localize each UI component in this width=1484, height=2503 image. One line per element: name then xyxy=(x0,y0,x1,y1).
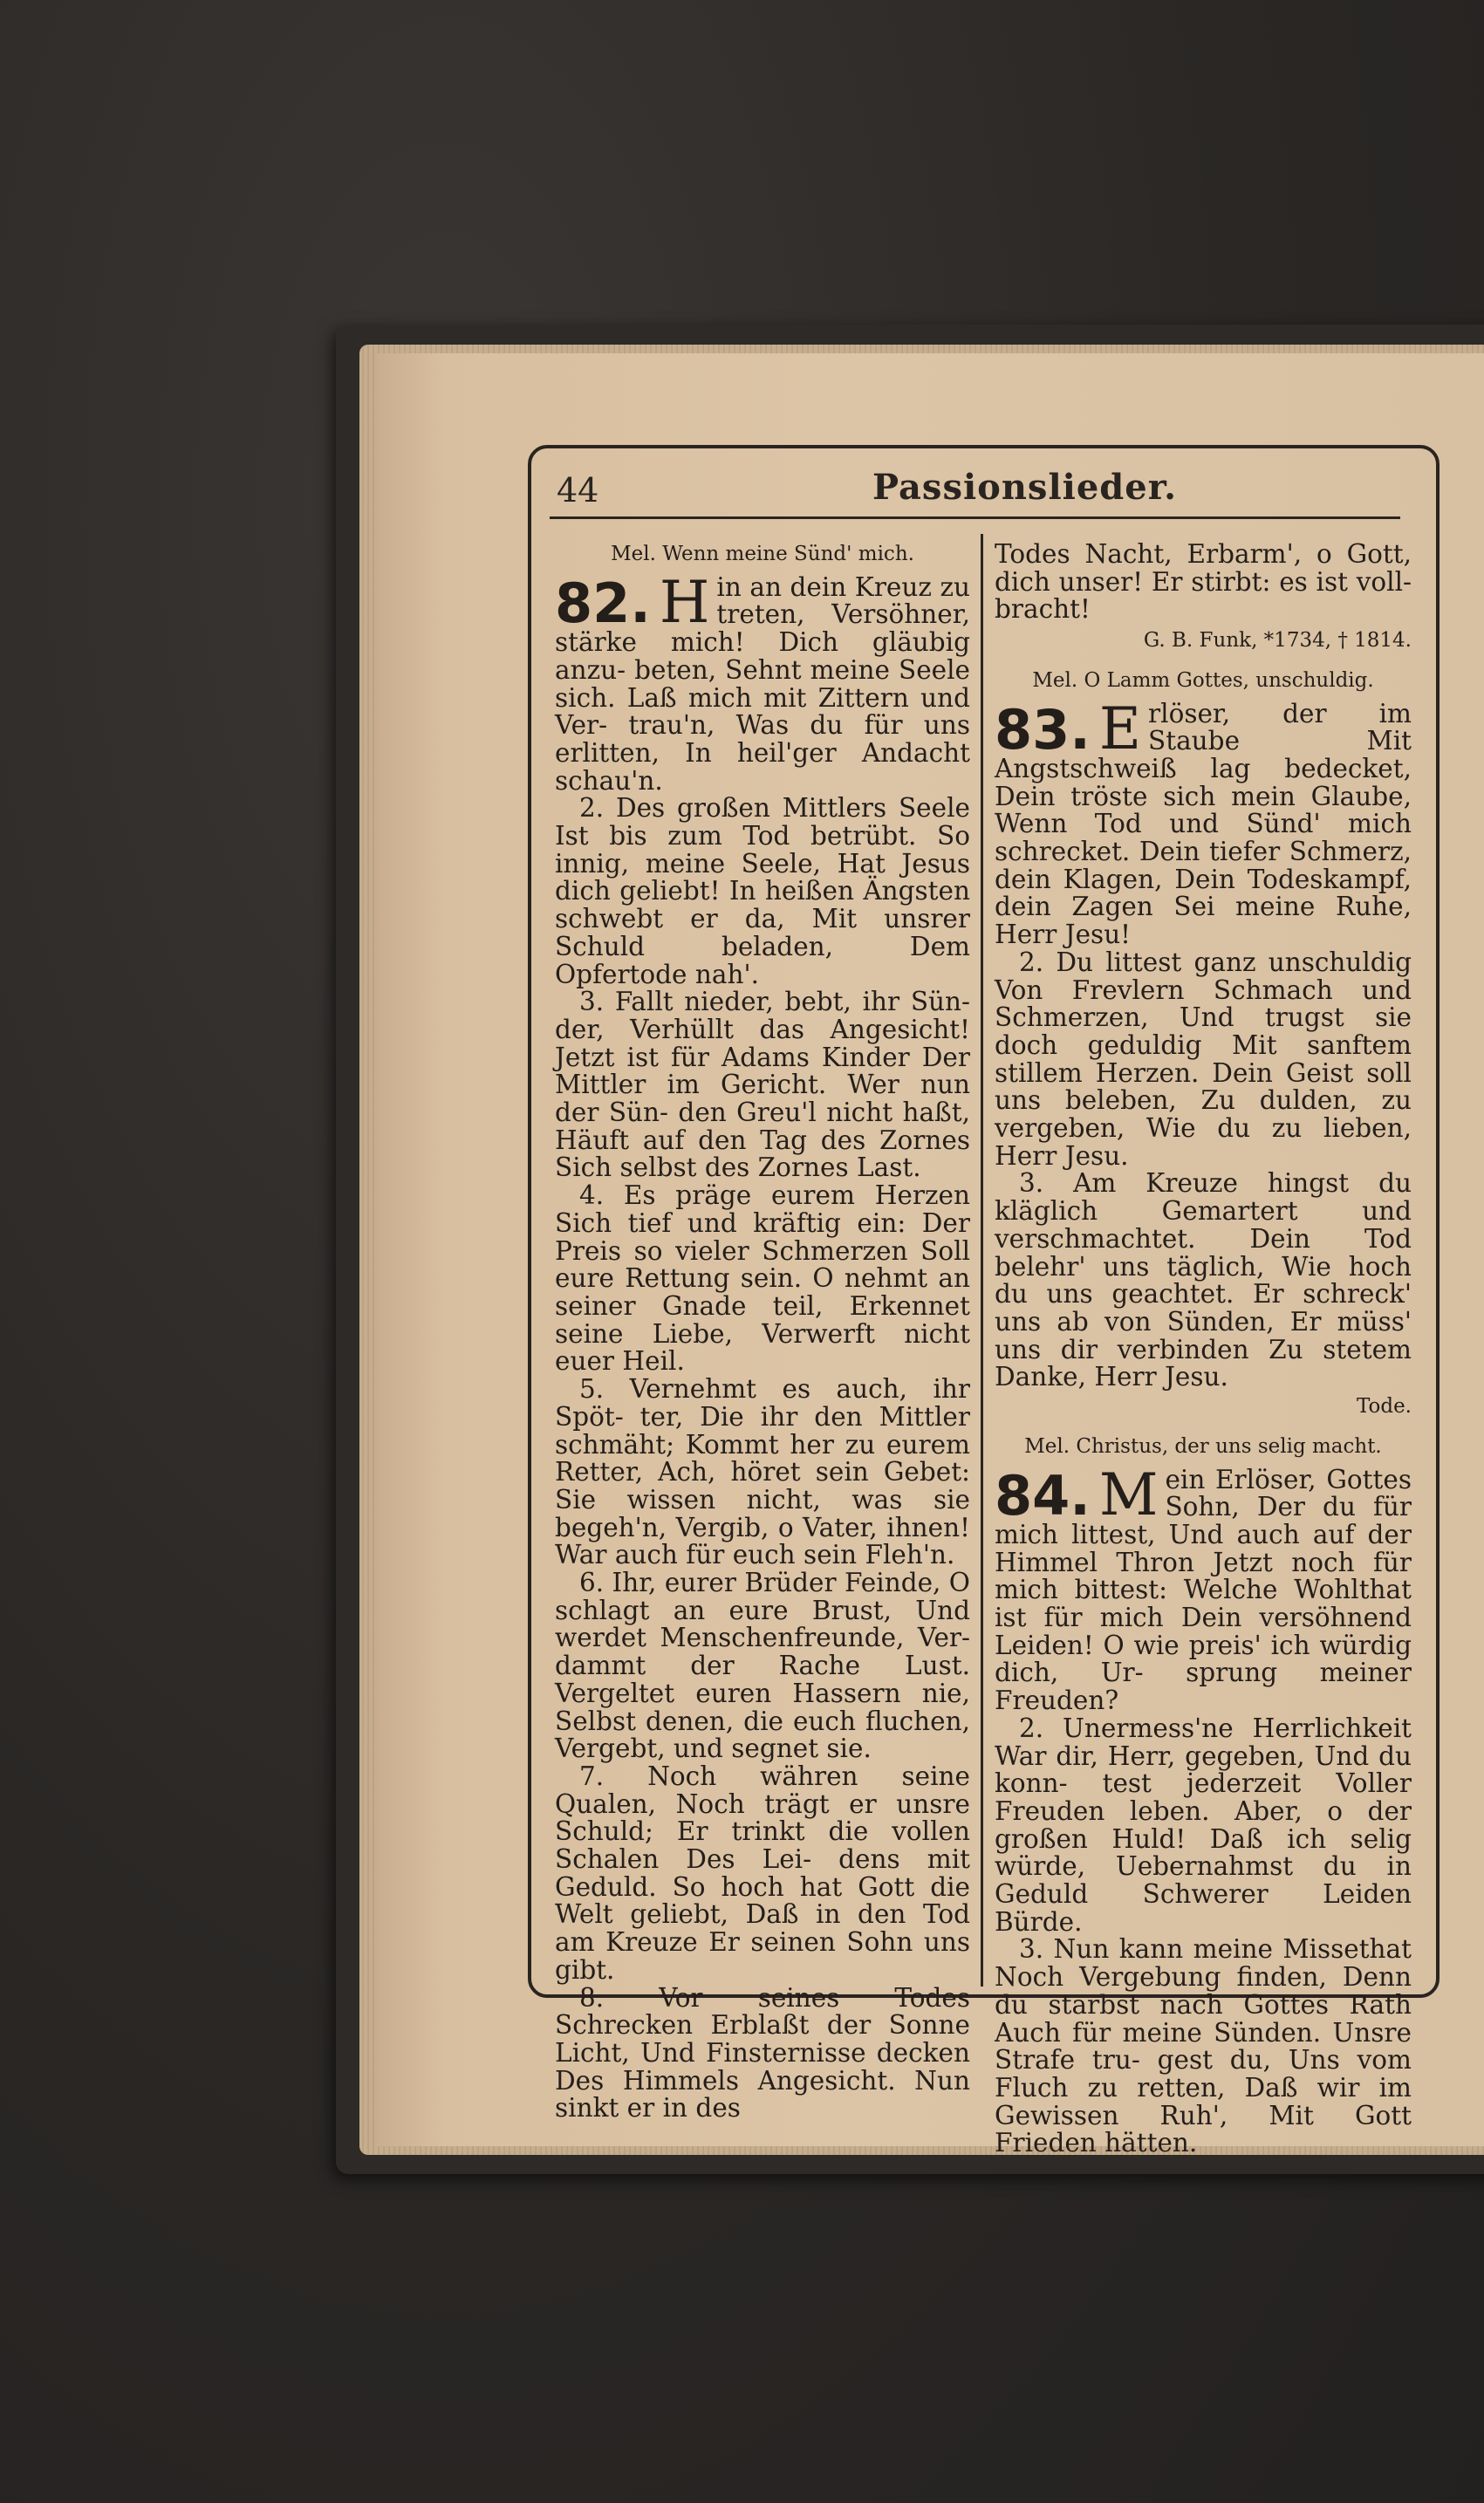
hymn-84-verse-2: 2. Unermess'ne Herrlichkeit War dir, Herr, gegeben, Und du konn- test jederzeit Voller Freuden leben. Aber, o der großen Huld! Daß ich selig würde, Uebernahmst du in Geduld Schwerer Leiden Bürde. xyxy=(995,1713,1412,1937)
hymn-84-initial: M xyxy=(1098,1460,1159,1528)
hymn-83-number: 83. xyxy=(995,697,1091,762)
hymn-82-melody: Mel. Wenn meine Sünd' mich. xyxy=(611,543,914,565)
hymn-83-note: Tode. xyxy=(1356,1395,1412,1419)
column-divider xyxy=(981,534,983,1987)
hymn-84-verse-1: ein Erlöser, Gottes Sohn, Der du für mich littest, Und auch auf der Himmel Thron Jetzt noch für mich bittest: Welche Wohlthat ist für mich Dein versöhnend Leiden! O wie preis' ich würdig dich, Ur- sprung meiner Freuden? xyxy=(995,1464,1412,1716)
hymn-82-verse-1: in an dein Kreuz zu treten, Versöhner, stärke mich! Dich gläubig anzu- beten, Sehnt meine Seele sich. Laß mich mit Zittern und Ver- trau'n, Was du für uns erlitten, In heil'ger Andacht schau'n. xyxy=(555,571,970,796)
hymn-82-verse-7: 7. Noch währen seine Qualen, Noch trägt er unsre Schuld; Er trinkt die vollen Schalen Des Lei- dens mit Geduld. So hoch hat Gott die Welt geliebt, Daß in den Tod am Kreuze Er seinen Sohn uns gibt. xyxy=(555,1761,970,1985)
hymn-82-verse-4: 4. Es präge eurem Herzen Sich tief und kräftig ein: Der Preis so vieler Schmerzen Soll eure Rettung sein. O nehmt an seiner Gnade teil, Erkennet seine Liebe, Verwerft nicht euer Heil. xyxy=(555,1180,970,1377)
right-column xyxy=(995,541,1412,2158)
hymn-82-verse-5: 5. Vernehmt es auch, ihr Spöt- ter, Die ihr den Mittler schmäht; Kommt her zu eurem Retter, Ach, höret sein Gebet: Sie wissen nicht, was sie begeh'n, Vergib, o Vater, ihnen! War auch für euch sein Fleh'n. xyxy=(555,1374,970,1570)
hymn-82-number: 82. xyxy=(555,571,651,635)
hymn-84-verse-3: 3. Nun kann meine Missethat Noch Vergebung finden, Denn du starbst nach Gottes Rath Auch für meine Sünden. Unsre Strafe tru- gest du, Uns vom Fluch zu retten, Daß wir im Gewissen Ruh', Mit Gott Frieden hätten. xyxy=(995,1934,1412,2158)
header-rule xyxy=(550,516,1400,519)
page-number: 44 xyxy=(557,471,599,509)
hymn-83-verse-1: rlöser, der im Staube Mit Angstschweiß lag bedecket, Dein tröste sich mein Glaube, Wenn Tod und Sünd' mich schrecket. Dein tiefer Schmerz, dein Klagen, Dein Todeskampf, dein Zagen Sei meine Ruhe, Herr Jesu! xyxy=(995,698,1412,950)
hymn-83-verse-3: 3. Am Kreuze hingst du kläglich Gemartert und verschmachtet. Dein Tod belehr' uns täglich, Wie hoch du uns geachtet. Er schreck' uns ab von Sünden, Er müss' uns dir verbinden Zu stetem Danke, Herr Jesu. xyxy=(995,1168,1412,1392)
hymn-82-verse-6: 6. Ihr, eurer Brüder Feinde, O schlagt an eure Brust, Und werdet Menschenfreunde, Ver- dammt der Rache Lust. Vergeltet euren Hassern nie, Selbst denen, die euch fluchen, Vergebt, und segnet sie. xyxy=(555,1568,970,1764)
hymn-82-source: G. B. Funk, *1734, † 1814. xyxy=(1143,629,1412,653)
hymn-83 xyxy=(995,694,1412,950)
hymn-84-melody: Mel. Christus, der uns selig macht. xyxy=(1024,1434,1382,1458)
hymn-84 xyxy=(995,1460,1412,1716)
left-column xyxy=(555,541,970,2123)
hymn-82-verse-2: 2. Des großen Mittlers Seele Ist bis zum Tod betrübt. So innig, meine Seele, Hat Jesus dich geliebt! In heißen Ängsten schwebt er da, Mit unsrer Schuld beladen, Dem Opfertode nah'. xyxy=(555,793,970,989)
hymn-82-verse-8-continued: Todes Nacht, Erbarm', o Gott, dich unser! Er stirbt: es ist voll- bracht! xyxy=(995,539,1412,625)
hymn-82-verse-8: 8. Vor seines Todes Schrecken Erblaßt der Sonne Licht, Und Finsternisse decken Des Himmels Angesicht. Nun sinkt er in des xyxy=(555,1982,970,2123)
hymn-84-number: 84. xyxy=(995,1463,1091,1528)
page-title: Passionslieder. xyxy=(872,467,1178,508)
hymn-83-melody: Mel. O Lamm Gottes, unschuldig. xyxy=(1032,668,1374,692)
hymn-83-initial: E xyxy=(1098,694,1142,763)
hymn-82-initial: H xyxy=(659,568,710,636)
hymn-82 xyxy=(555,568,970,796)
hymn-82-verse-3: 3. Fallt nieder, bebt, ihr Sün- der, Verhüllt das Angesicht! Jetzt ist für Adams Kinder Der Mittler im Gericht. Wer nun der Sün- den Greu'l nicht haßt, Häuft auf den Tag des Zornes Sich selbst des Zornes Last. xyxy=(555,987,970,1183)
hymn-83-verse-2: 2. Du littest ganz unschuldig Von Frevlern Schmach und Schmerzen, Und trugst sie doch geduldig Mit sanftem stillem Herzen. Dein Geist soll uns beleben, Zu dulden, zu vergeben, Wie du zu lieben, Herr Jesu. xyxy=(995,947,1412,1171)
